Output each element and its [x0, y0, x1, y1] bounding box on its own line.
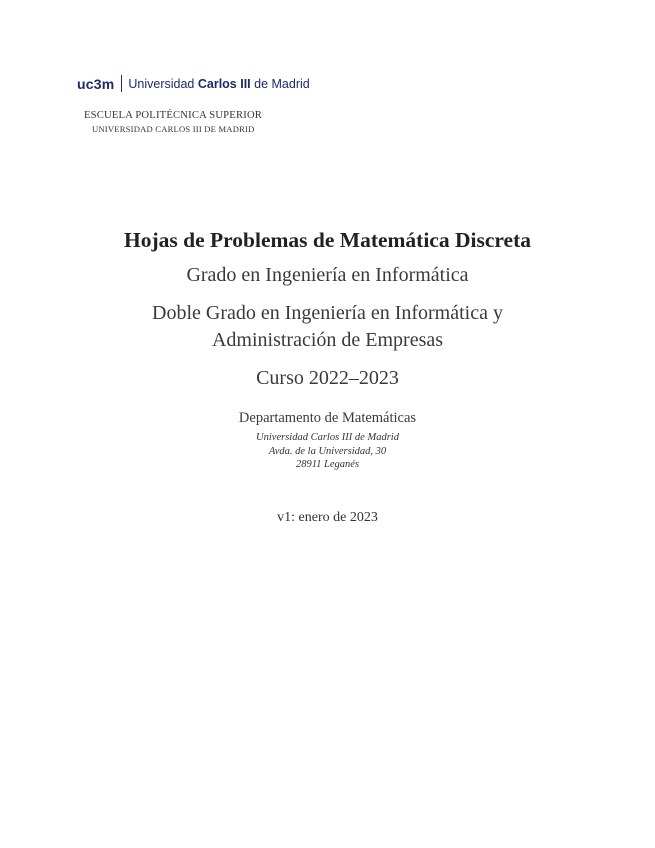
address-street: Avda. de la Universidad, 30: [268, 445, 387, 457]
double-degree-name: [0, 300, 655, 354]
version-label: v1: enero de 2023: [277, 510, 378, 525]
school-name: ESCUELA POLITÉCNICA SUPERIOR: [84, 110, 263, 121]
logo-university-name: [128, 77, 309, 91]
double-degree-line-2: Administración de Empresas: [211, 329, 444, 351]
address-university: Universidad Carlos III de Madrid: [256, 432, 399, 443]
university-logo: [77, 75, 310, 92]
course-year: Curso 2022–2023: [256, 367, 399, 389]
logo-prefix: Universidad: [128, 76, 198, 91]
logo-name-bold: Carlos III: [197, 76, 251, 91]
logo-abbreviation: uc3m: [77, 75, 115, 92]
document-title: Hojas de Problemas de Matemática Discreta: [123, 228, 531, 252]
school-header: [84, 110, 262, 134]
department-address: [0, 431, 655, 472]
logo-suffix: de Madrid: [250, 76, 310, 91]
degree-name: Grado en Ingeniería en Informática: [186, 264, 469, 286]
double-degree-line-1: Doble Grado en Ingeniería en Informática y: [152, 302, 503, 324]
department-name: Departamento de Matemáticas: [238, 410, 417, 426]
address-city: 28911 Leganés: [295, 459, 360, 470]
school-university: UNIVERSIDAD CARLOS III DE MADRID: [92, 124, 255, 134]
logo-divider: [121, 75, 122, 92]
